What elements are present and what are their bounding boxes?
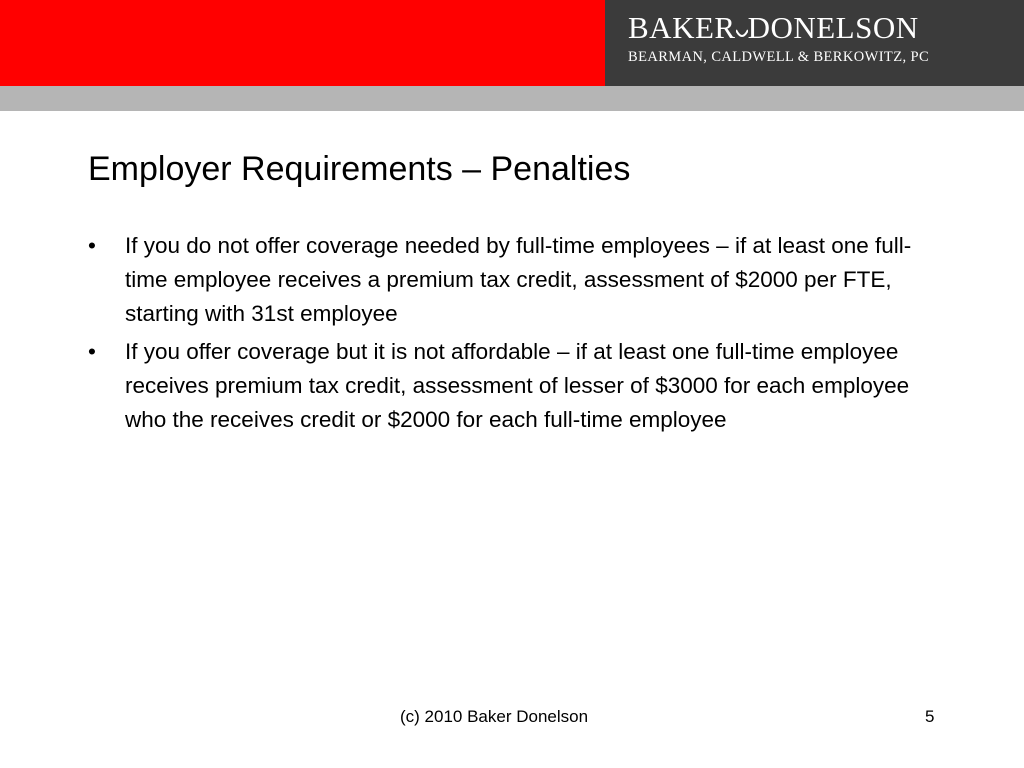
bullet-text: If you do not offer coverage needed by full-time employees – if at least one full-time employee receives a premium tax credit, assessment of $2000 per FTE, starting with 31st employee: [125, 233, 912, 326]
bullet-item: [88, 229, 938, 331]
logo-word-donelson: DONELSON: [747, 10, 919, 45]
bullet-item: [88, 335, 938, 437]
header-gray-bar: [0, 86, 1024, 111]
bullet-marker: •: [88, 233, 96, 258]
bullet-marker: •: [88, 339, 96, 364]
logo-subtitle: BEARMAN, CALDWELL & BERKOWITZ, PC: [628, 49, 930, 65]
page-number: 5: [925, 707, 935, 726]
firm-logo: [605, 0, 1024, 86]
footer-copyright: (c) 2010 Baker Donelson: [400, 707, 589, 726]
logo-word-baker: BAKER: [628, 10, 736, 45]
bullet-list: [88, 229, 938, 441]
bullet-text: If you offer coverage but it is not affordable – if at least one full-time employee receives premium tax credit, assessment of lesser of $3000 for each employee who the receives credit or $2000 for each full-time employee: [125, 339, 910, 432]
logo-main: [628, 12, 919, 43]
slide-title: Employer Requirements – Penalties: [88, 150, 631, 188]
logo-connector-icon: [736, 12, 748, 43]
header-red-band: [0, 0, 605, 86]
